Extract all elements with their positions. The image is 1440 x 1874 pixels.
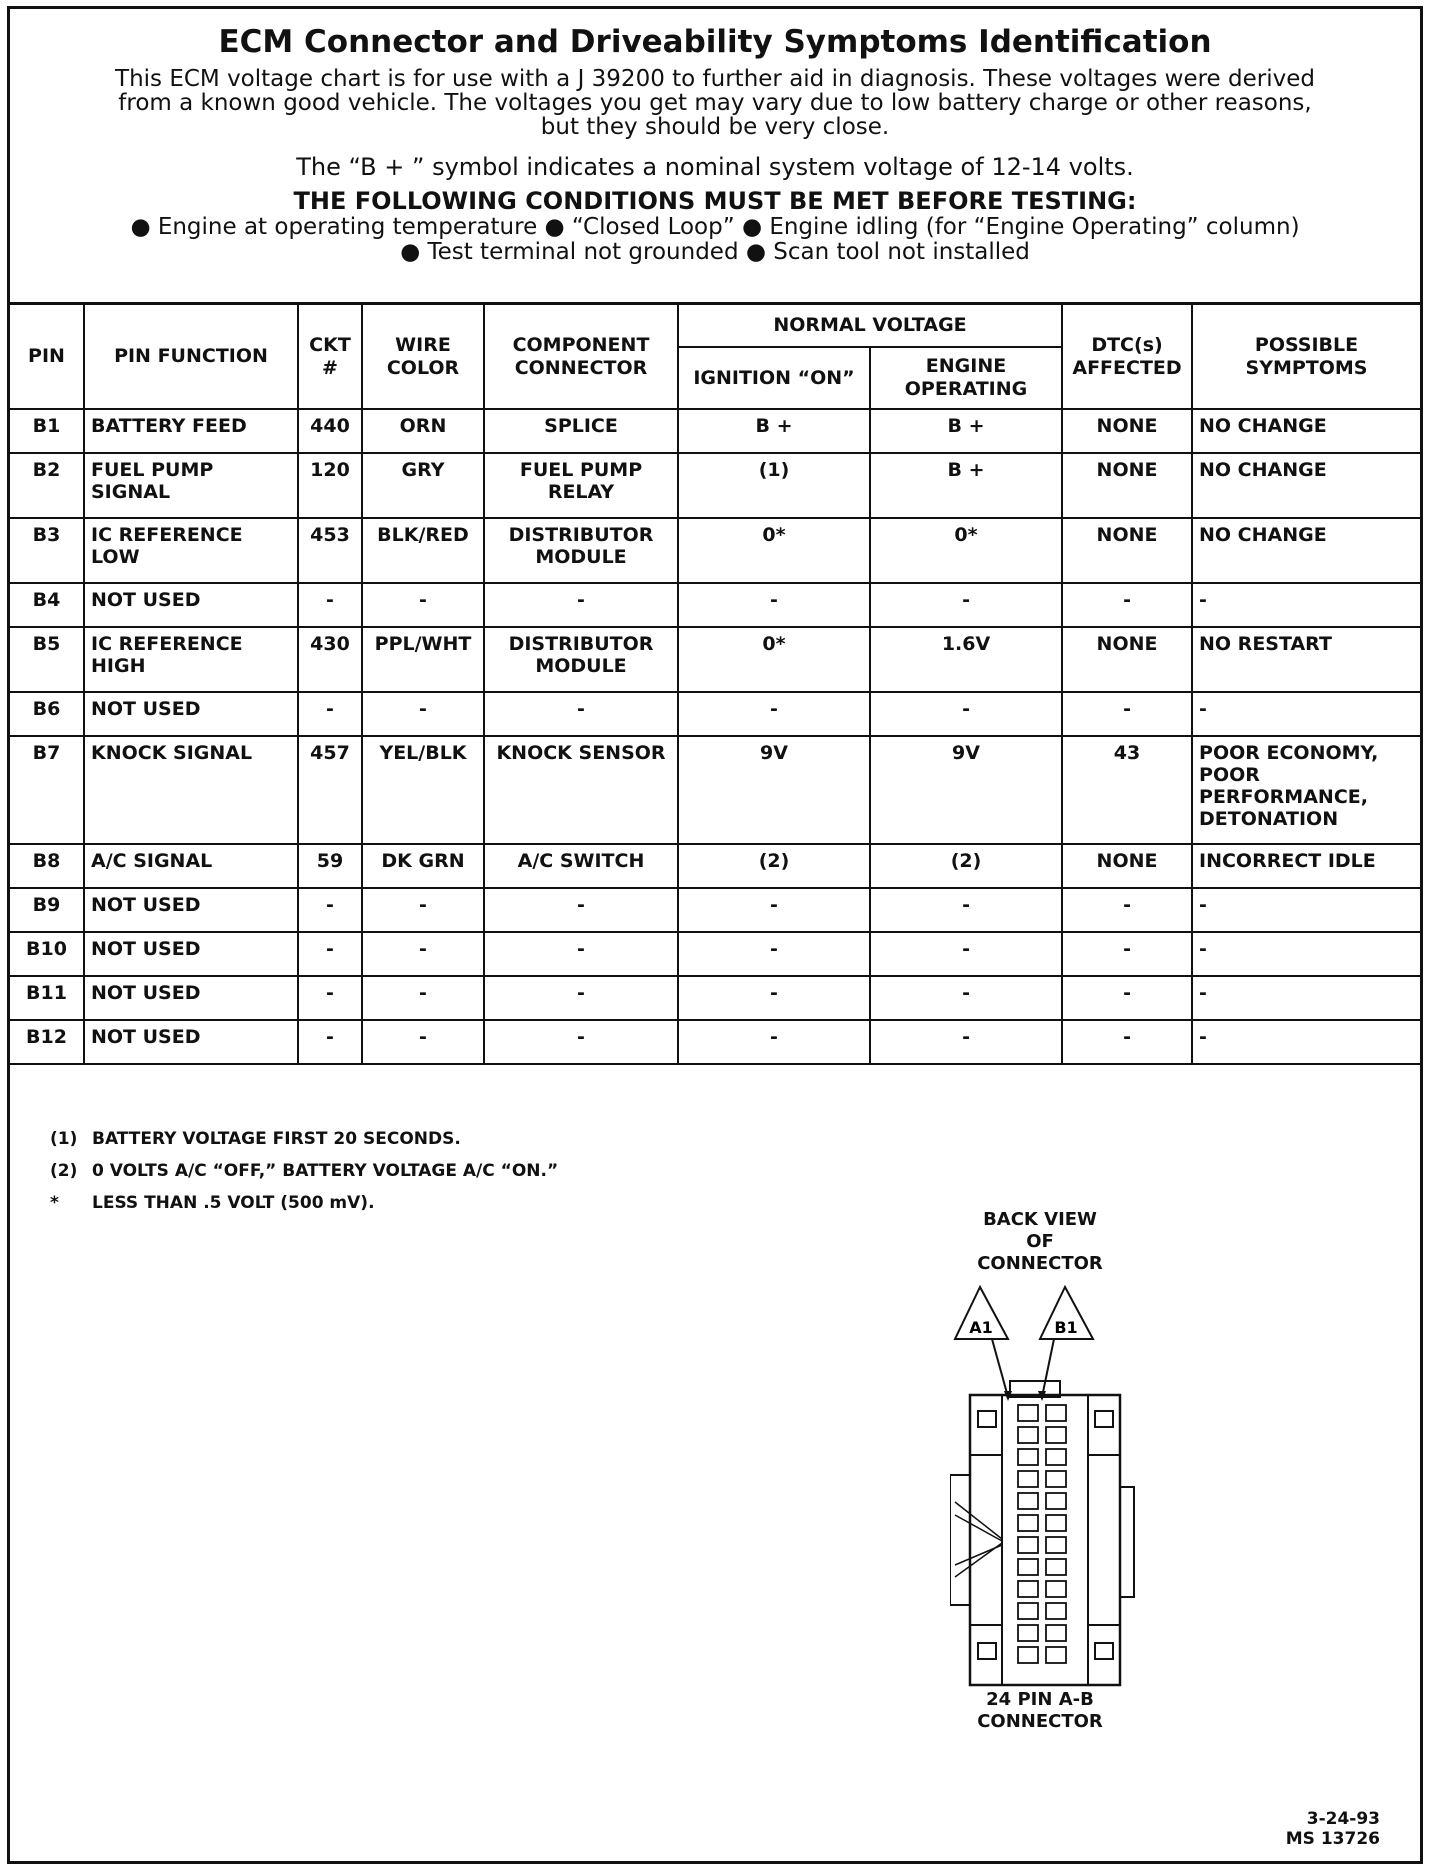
back-view-line-3: CONNECTOR — [977, 1253, 1103, 1274]
intro-line-2: from a known good vehicle. The voltages you get may vary due to low battery charge or other reasons, — [118, 90, 1312, 116]
connector-pin-cavity — [1018, 1603, 1038, 1619]
component-connector-cell: - — [484, 976, 678, 1020]
wire-color-cell: - — [362, 976, 484, 1020]
table-row — [10, 976, 1420, 1020]
ignition-on-cell: - — [678, 692, 870, 736]
connector-pin-cavity — [1018, 1471, 1038, 1487]
b1-label: B1 — [1054, 1318, 1078, 1337]
connector-pin-cavity — [1018, 1537, 1038, 1553]
possible-symptoms-cell: POOR ECONOMY, POOR PERFORMANCE, DETONATION — [1192, 736, 1420, 844]
possible-symptoms-cell: - — [1192, 692, 1420, 736]
back-view-line-1: BACK VIEW — [983, 1209, 1097, 1230]
possible-symptoms-cell: - — [1192, 583, 1420, 627]
header-possible-symptoms: POSSIBLE SYMPTOMS — [1192, 305, 1420, 409]
component-connector-cell: KNOCK SENSOR — [484, 736, 678, 844]
possible-symptoms-cell: - — [1192, 932, 1420, 976]
ckt-cell: - — [298, 1020, 362, 1064]
intro-text — [50, 67, 1380, 139]
bplus-note: The “B + ” symbol indicates a nominal system voltage of 12-14 volts. — [296, 153, 1134, 181]
pin-function-cell: NOT USED — [84, 583, 298, 627]
table-row — [10, 888, 1420, 932]
pin-function-cell: A/C SIGNAL — [84, 844, 298, 888]
ckt-cell: - — [298, 888, 362, 932]
ignition-on-cell: - — [678, 976, 870, 1020]
wire-color-cell: - — [362, 1020, 484, 1064]
header-pin: PIN — [10, 305, 84, 409]
footnote-2 — [50, 1161, 558, 1181]
component-connector-cell: - — [484, 1020, 678, 1064]
pin-function-cell: NOT USED — [84, 1020, 298, 1064]
table-row — [10, 409, 1420, 453]
pin-cell: B5 — [10, 627, 84, 692]
wire-color-cell: - — [362, 888, 484, 932]
conditions-heading: THE FOLLOWING CONDITIONS MUST BE MET BEFORE TESTING: — [293, 187, 1137, 215]
connector-pin-cavity — [1018, 1581, 1038, 1597]
pin-function-cell: FUEL PUMP SIGNAL — [84, 453, 298, 518]
table-row — [10, 627, 1420, 692]
component-connector-cell: FUEL PUMP RELAY — [484, 453, 678, 518]
ignition-on-cell: B + — [678, 409, 870, 453]
ignition-on-cell: (1) — [678, 453, 870, 518]
pin-cell: B2 — [10, 453, 84, 518]
component-connector-cell: SPLICE — [484, 409, 678, 453]
ecm-voltage-table — [10, 305, 1420, 1065]
back-view-label — [960, 1209, 1120, 1275]
ckt-cell: - — [298, 692, 362, 736]
wire-color-cell: - — [362, 932, 484, 976]
engine-operating-cell: - — [870, 976, 1062, 1020]
connector-pin-cavity — [1018, 1449, 1038, 1465]
possible-symptoms-cell: NO RESTART — [1192, 627, 1420, 692]
connector-pin-cavity — [1018, 1559, 1038, 1575]
connector-caption — [950, 1689, 1130, 1733]
table-row — [10, 518, 1420, 583]
footnote-text: 0 VOLTS A/C “OFF,” BATTERY VOLTAGE A/C “ON.” — [92, 1161, 559, 1181]
a1-label: A1 — [969, 1318, 993, 1337]
connector-pin-cavity — [1046, 1449, 1066, 1465]
ignition-on-cell: 0* — [678, 518, 870, 583]
ckt-cell: 440 — [298, 409, 362, 453]
footnotes — [50, 1129, 558, 1225]
pin-function-cell: IC REFERENCE HIGH — [84, 627, 298, 692]
pin-cell: B4 — [10, 583, 84, 627]
dtc-cell: - — [1062, 1020, 1192, 1064]
pin-cell: B1 — [10, 409, 84, 453]
connector-pins — [1018, 1405, 1066, 1663]
dtc-cell: - — [1062, 976, 1192, 1020]
pin-cell: B3 — [10, 518, 84, 583]
engine-operating-cell: - — [870, 888, 1062, 932]
connector-pin-cavity — [1046, 1581, 1066, 1597]
pin-cell: B9 — [10, 888, 84, 932]
footnote-marker: * — [50, 1193, 59, 1213]
connector-pin-cavity — [1018, 1427, 1038, 1443]
footnote-3 — [50, 1193, 558, 1213]
footnote-marker: (2) — [50, 1161, 78, 1181]
component-connector-cell: - — [484, 583, 678, 627]
footnote-text: LESS THAN .5 VOLT (500 mV). — [92, 1193, 375, 1213]
caption-line-1: 24 PIN A-B — [986, 1689, 1094, 1710]
dtc-cell: - — [1062, 583, 1192, 627]
possible-symptoms-cell: NO CHANGE — [1192, 453, 1420, 518]
header-block — [10, 9, 1420, 305]
connector-pin-cavity — [1018, 1625, 1038, 1641]
ignition-on-cell: - — [678, 888, 870, 932]
connector-pin-cavity — [1046, 1603, 1066, 1619]
conditions-line-1: ● Engine at operating temperature ● “Closed Loop” ● Engine idling (for “Engine Operating” column) — [130, 214, 1300, 240]
connector-pin-cavity — [1046, 1647, 1066, 1663]
pin-function-cell: NOT USED — [84, 888, 298, 932]
table-row — [10, 692, 1420, 736]
possible-symptoms-cell: NO CHANGE — [1192, 518, 1420, 583]
connector-pin-cavity — [1046, 1625, 1066, 1641]
pin-function-cell: KNOCK SIGNAL — [84, 736, 298, 844]
ckt-cell: 59 — [298, 844, 362, 888]
pin-cell: B8 — [10, 844, 84, 888]
ckt-cell: - — [298, 932, 362, 976]
engine-operating-cell: - — [870, 692, 1062, 736]
connector-pin-cavity — [1018, 1647, 1038, 1663]
connector-pin-cavity — [1046, 1493, 1066, 1509]
table-row — [10, 453, 1420, 518]
ckt-cell: 120 — [298, 453, 362, 518]
ignition-on-cell: - — [678, 583, 870, 627]
engine-operating-cell: 9V — [870, 736, 1062, 844]
header-normal-voltage: NORMAL VOLTAGE — [678, 305, 1062, 347]
header-ignition-on: IGNITION “ON” — [678, 347, 870, 409]
engine-operating-cell: 0* — [870, 518, 1062, 583]
wire-color-cell: BLK/RED — [362, 518, 484, 583]
ckt-cell: 430 — [298, 627, 362, 692]
connector-pin-cavity — [1046, 1537, 1066, 1553]
page-title: ECM Connector and Driveability Symptoms Identification — [218, 24, 1212, 60]
connector-pin-cavity — [1046, 1515, 1066, 1531]
header-ckt: CKT # — [298, 305, 362, 409]
connector-pin-cavity — [1046, 1405, 1066, 1421]
ckt-cell: - — [298, 976, 362, 1020]
document-reference — [1286, 1809, 1380, 1849]
dtc-cell: 43 — [1062, 736, 1192, 844]
footnote-text: BATTERY VOLTAGE FIRST 20 SECONDS. — [92, 1129, 461, 1149]
connector-body — [970, 1395, 1120, 1685]
engine-operating-cell: - — [870, 1020, 1062, 1064]
wire-color-cell: YEL/BLK — [362, 736, 484, 844]
wire-color-cell: ORN — [362, 409, 484, 453]
wire-color-cell: - — [362, 583, 484, 627]
pin-cell: B7 — [10, 736, 84, 844]
pin-function-cell: BATTERY FEED — [84, 409, 298, 453]
component-connector-cell: - — [484, 692, 678, 736]
ckt-cell: - — [298, 583, 362, 627]
pin-function-cell: NOT USED — [84, 976, 298, 1020]
footnote-marker: (1) — [50, 1129, 78, 1149]
connector-pin-cavity — [1046, 1427, 1066, 1443]
component-connector-cell: - — [484, 888, 678, 932]
dtc-cell: NONE — [1062, 844, 1192, 888]
document-frame — [7, 6, 1423, 1864]
header-component-connector: COMPONENT CONNECTOR — [484, 305, 678, 409]
footnote-1 — [50, 1129, 558, 1149]
possible-symptoms-cell: INCORRECT IDLE — [1192, 844, 1420, 888]
component-connector-cell: DISTRIBUTOR MODULE — [484, 627, 678, 692]
pin-cell: B12 — [10, 1020, 84, 1064]
dtc-cell: NONE — [1062, 409, 1192, 453]
possible-symptoms-cell: - — [1192, 1020, 1420, 1064]
wire-color-cell: DK GRN — [362, 844, 484, 888]
pin-function-cell: NOT USED — [84, 692, 298, 736]
connector-pin-cavity — [1018, 1515, 1038, 1531]
engine-operating-cell: - — [870, 583, 1062, 627]
reference-number: MS 13726 — [1285, 1829, 1380, 1849]
header-dtc-affected: DTC(s) AFFECTED — [1062, 305, 1192, 409]
pin-cell: B11 — [10, 976, 84, 1020]
header-wire-color: WIRE COLOR — [362, 305, 484, 409]
ignition-on-cell: - — [678, 1020, 870, 1064]
pin-cell: B6 — [10, 692, 84, 736]
connector-pin-cavity — [1046, 1471, 1066, 1487]
dtc-cell: - — [1062, 888, 1192, 932]
connector-pin-cavity — [1046, 1559, 1066, 1575]
dtc-cell: - — [1062, 932, 1192, 976]
pin-function-cell: NOT USED — [84, 932, 298, 976]
table-row — [10, 583, 1420, 627]
dtc-cell: NONE — [1062, 453, 1192, 518]
table-row — [10, 844, 1420, 888]
connector-diagram — [950, 1277, 1140, 1687]
possible-symptoms-cell: - — [1192, 888, 1420, 932]
engine-operating-cell: 1.6V — [870, 627, 1062, 692]
engine-operating-cell: (2) — [870, 844, 1062, 888]
table-row — [10, 932, 1420, 976]
ignition-on-cell: 9V — [678, 736, 870, 844]
header-pin-function: PIN FUNCTION — [84, 305, 298, 409]
caption-line-2: CONNECTOR — [977, 1711, 1103, 1732]
possible-symptoms-cell: - — [1192, 976, 1420, 1020]
ignition-on-cell: - — [678, 932, 870, 976]
back-view-line-2: OF — [1026, 1231, 1054, 1252]
ignition-on-cell: (2) — [678, 844, 870, 888]
reference-date: 3-24-93 — [1306, 1809, 1380, 1829]
header-engine-operating: ENGINE OPERATING — [870, 347, 1062, 409]
connector-pin-cavity — [1018, 1405, 1038, 1421]
wire-color-cell: PPL/WHT — [362, 627, 484, 692]
dtc-cell: NONE — [1062, 518, 1192, 583]
engine-operating-cell: - — [870, 932, 1062, 976]
conditions-line-2: ● Test terminal not grounded ● Scan tool not installed — [400, 239, 1030, 265]
pin-cell: B10 — [10, 932, 84, 976]
component-connector-cell: DISTRIBUTOR MODULE — [484, 518, 678, 583]
dtc-cell: - — [1062, 692, 1192, 736]
possible-symptoms-cell: NO CHANGE — [1192, 409, 1420, 453]
engine-operating-cell: B + — [870, 409, 1062, 453]
table-row — [10, 736, 1420, 844]
ckt-cell: 457 — [298, 736, 362, 844]
connector-pin-cavity — [1018, 1493, 1038, 1509]
intro-line-3: but they should be very close. — [540, 114, 890, 140]
wire-color-cell: GRY — [362, 453, 484, 518]
ckt-cell: 453 — [298, 518, 362, 583]
component-connector-cell: - — [484, 932, 678, 976]
ignition-on-cell: 0* — [678, 627, 870, 692]
intro-line-1: This ECM voltage chart is for use with a J 39200 to further aid in diagnosis. These voltages were derived — [115, 66, 1315, 92]
table-row — [10, 1020, 1420, 1064]
wire-color-cell: - — [362, 692, 484, 736]
pin-function-cell: IC REFERENCE LOW — [84, 518, 298, 583]
dtc-cell: NONE — [1062, 627, 1192, 692]
component-connector-cell: A/C SWITCH — [484, 844, 678, 888]
engine-operating-cell: B + — [870, 453, 1062, 518]
